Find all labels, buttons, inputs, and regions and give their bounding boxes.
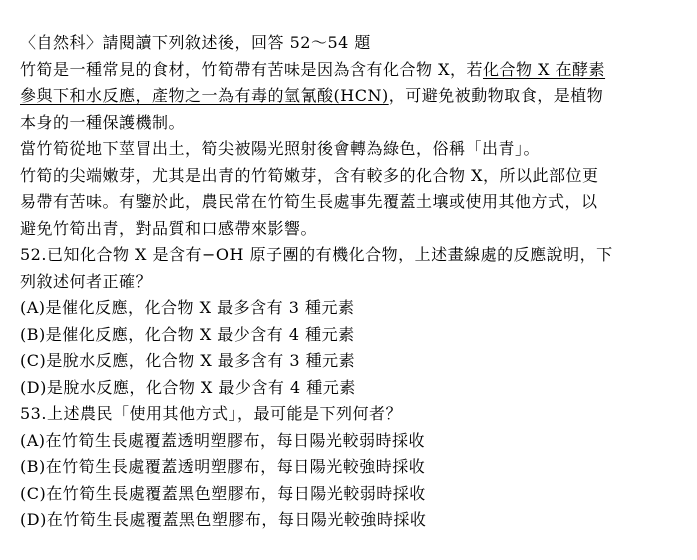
passage-text: ，可避免被動物取食，是植物 xyxy=(388,86,604,105)
underlined-reaction-text: 參與下和水反應，產物之一為有毒的氫氰酸(HCN) xyxy=(20,86,389,105)
question-52-option-b[interactable]: (B)是催化反應，化合物 X 最少含有 4 種元素 xyxy=(20,324,355,344)
section-header: 〈自然科〉請閱讀下列敘述後，回答 52～54 題 xyxy=(20,33,371,52)
question-53-option-a[interactable]: (A)在竹筍生長處覆蓋透明塑膠布，每日陽光較弱時採收 xyxy=(20,430,426,450)
question-52-stem: 52.已知化合物 X 是含有−OH 原子團的有機化合物，上述畫線處的反應說明，下 xyxy=(20,245,613,264)
passage-line-6: 易帶有苦味。有鑒於此，農民常在竹筍生長處事先覆蓋土壤或使用其他方式，以 xyxy=(20,192,598,211)
passage-line-5: 竹筍的尖端嫩芽，尤其是出青的竹筍嫩芽，含有較多的化合物 X，所以此部位更 xyxy=(20,165,599,185)
question-53-stem: 53.上述農民「使用其他方式」，最可能是下列何者？ xyxy=(20,404,402,423)
passage-line-7: 避免竹筍出青，對品質和口感帶來影響。 xyxy=(20,218,318,238)
question-52-option-d[interactable]: (D)是脫水反應，化合物 X 最少含有 4 種元素 xyxy=(20,377,356,397)
passage-line-1 xyxy=(20,57,685,84)
question-53-option-d[interactable]: (D)在竹筍生長處覆蓋黑色塑膠布，每日陽光較強時採收 xyxy=(20,510,427,529)
question-53-option-c[interactable]: (C)在竹筍生長處覆蓋黑色塑膠布，每日陽光較弱時採收 xyxy=(20,483,426,503)
passage-text: 竹筍是一種常見的食材，竹筍帶有苦味是因為含有化合物 X，若 xyxy=(20,59,483,79)
question-53-option-b[interactable]: (B)在竹筍生長處覆蓋透明塑膠布，每日陽光較強時採收 xyxy=(20,457,426,476)
question-52-option-c[interactable]: (C)是脫水反應，化合物 X 最多含有 3 種元素 xyxy=(20,351,356,370)
question-52-option-a[interactable]: (A)是催化反應，化合物 X 最多含有 3 種元素 xyxy=(20,298,355,317)
underlined-reaction-text: 化合物 X 在酵素 xyxy=(482,59,606,79)
exam-page xyxy=(20,30,685,534)
question-52-stem-cont: 列敘述何者正確？ xyxy=(20,271,153,291)
passage-line-3: 本身的一種保護機制。 xyxy=(20,112,186,132)
passage-line-4: 當竹筍從地下莖冒出土，筍尖被陽光照射後會轉為綠色，俗稱「出青」。 xyxy=(20,139,541,158)
passage-line-2 xyxy=(20,83,685,110)
